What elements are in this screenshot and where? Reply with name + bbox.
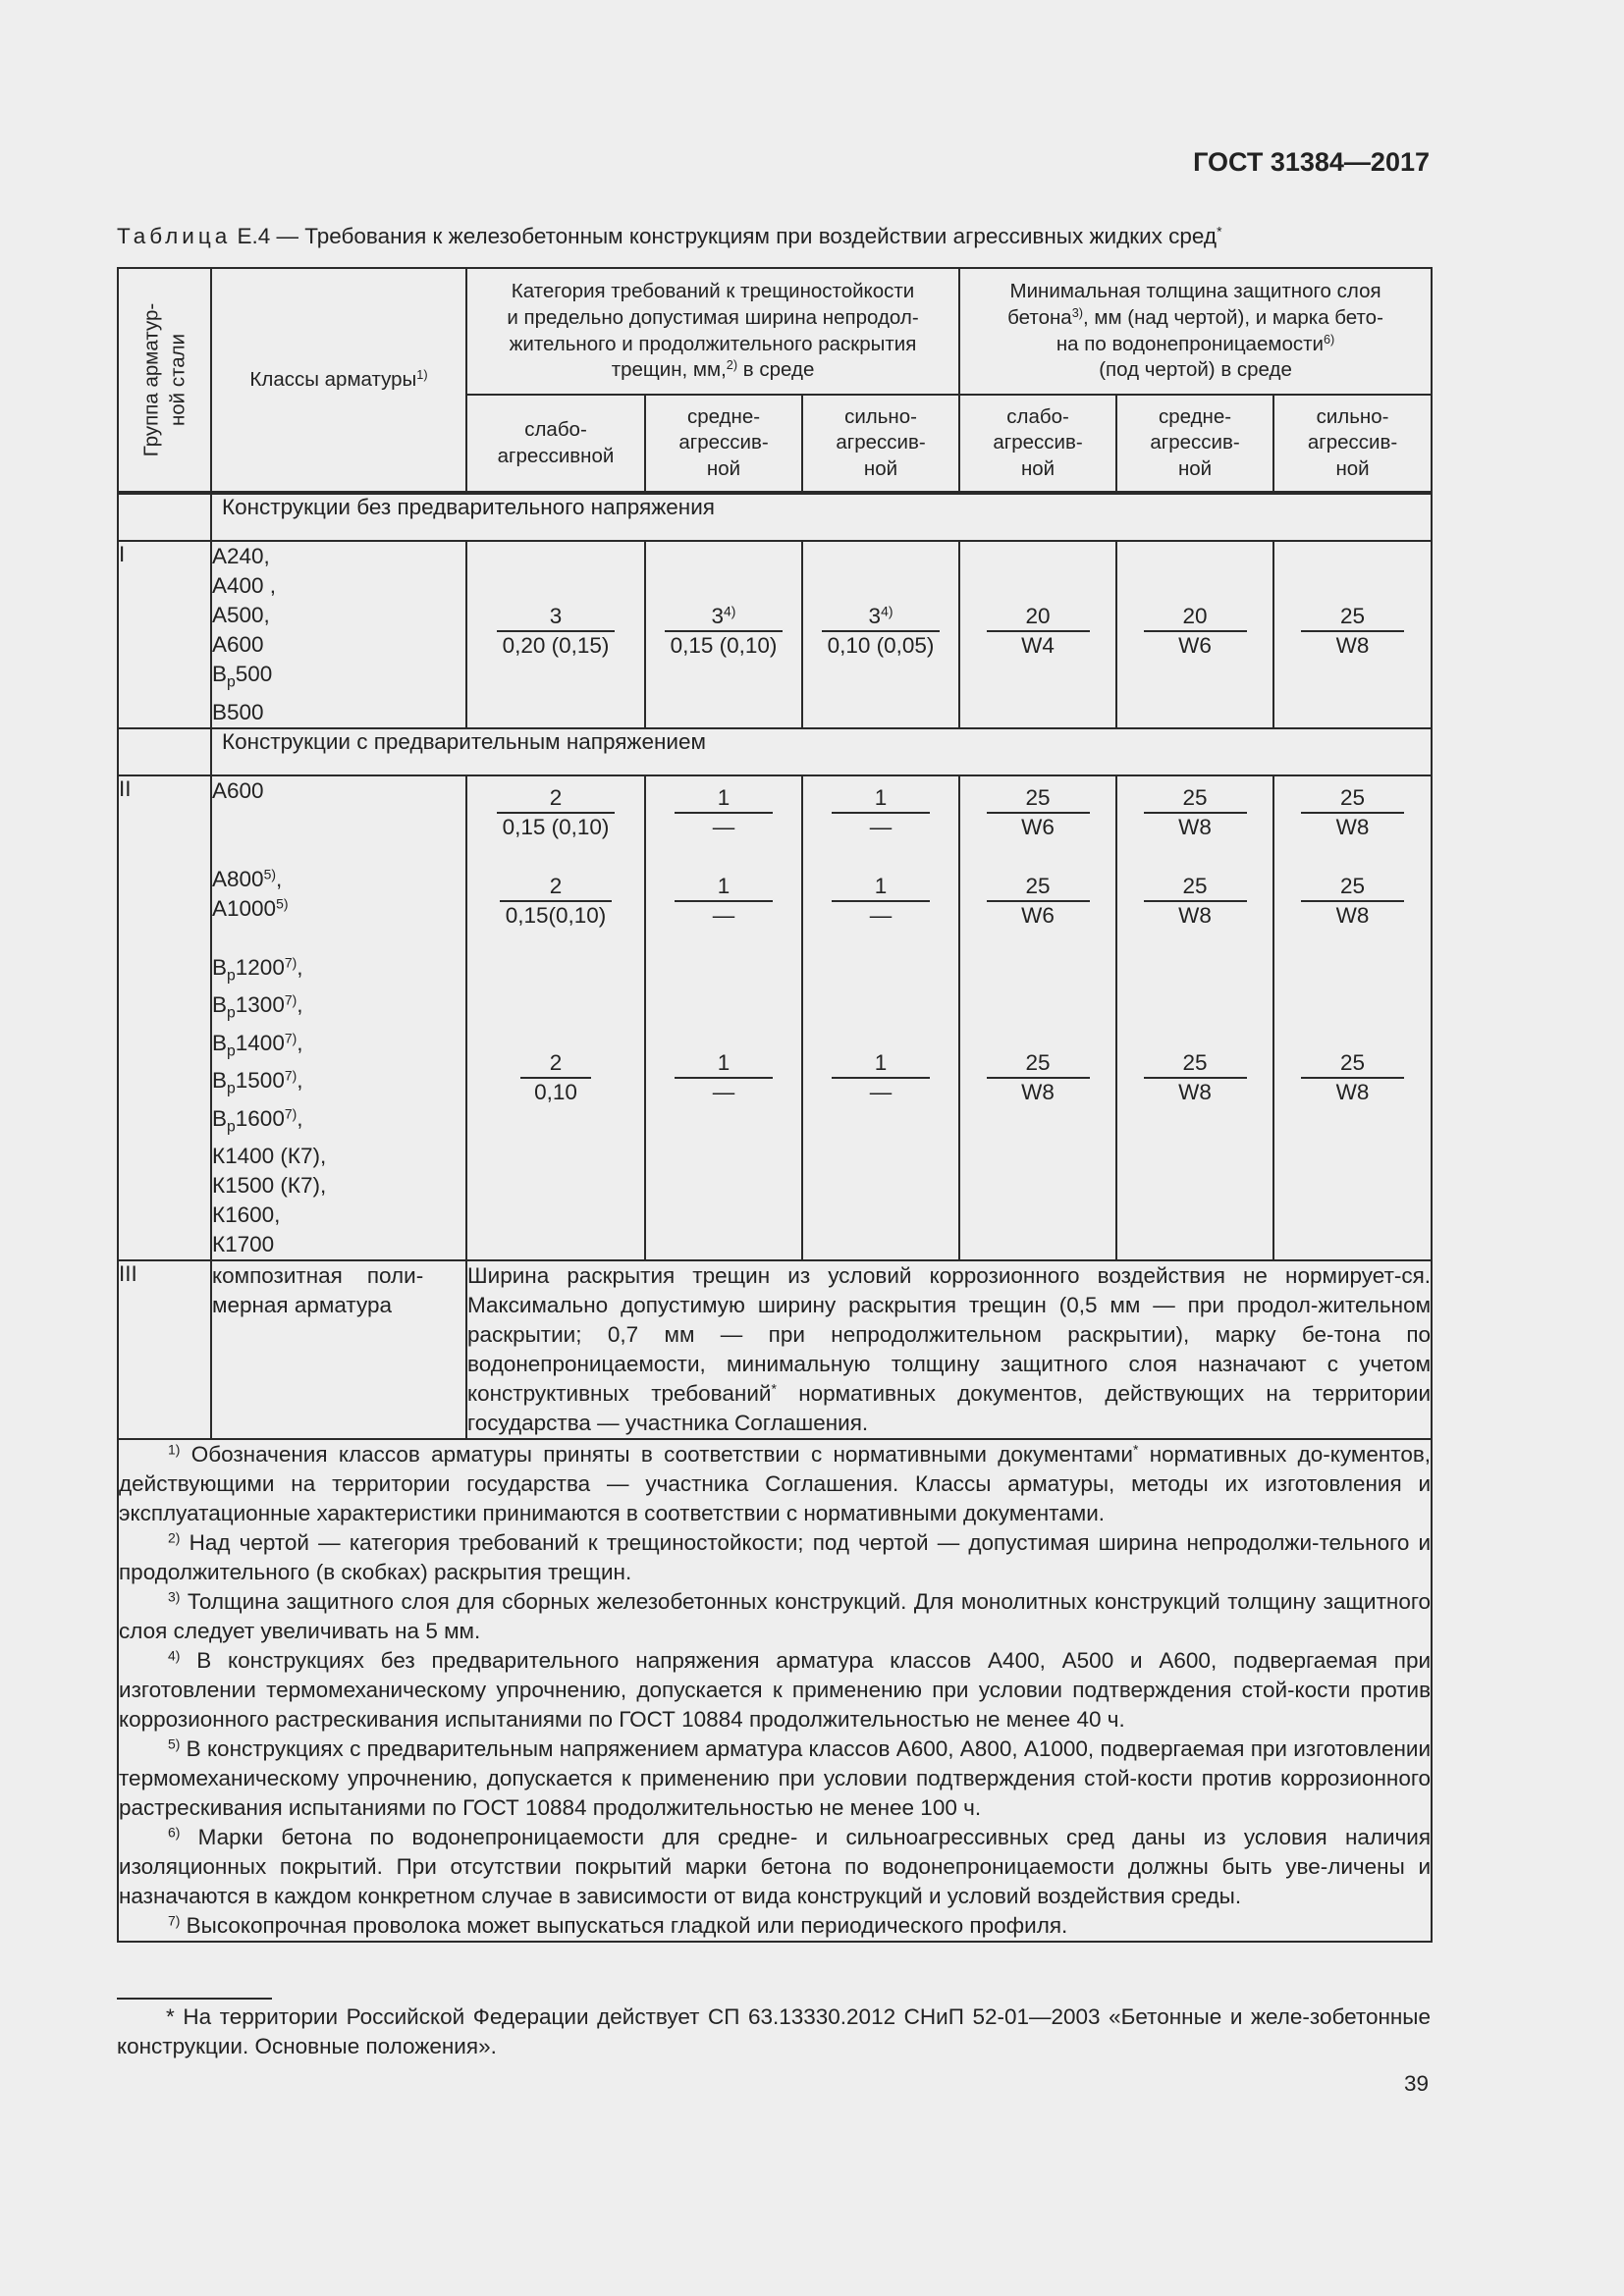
table-caption (117, 224, 1222, 249)
value-cell: $\frac{1}{—}$ $\frac{1}{—}$ $\frac{1}{—}$ (802, 775, 959, 1261)
page-number: 39 (1403, 2071, 1429, 2096)
table-row (118, 775, 1432, 1261)
classes-cell: А240, А400 , А500, А600 $В_р500$ В500 (211, 541, 466, 728)
value-cell: $\frac{25}{W8}$ $\frac{25}{W8}$ $\frac{25}{W8}$ (1116, 775, 1273, 1261)
header-group (118, 268, 211, 492)
page-footnote: * На территории Российской Федерации действует СП 63.13330.2012 СНиП 52-01—2003 «Бетонные и желе-зобетонные конструкции. Основные положения». (117, 2004, 1431, 2058)
caption-mark: * (1217, 223, 1222, 240)
header-classes (211, 268, 466, 492)
subheader-5: средне- агрессив- ной (1116, 395, 1273, 492)
subheader-4: слабо- агрессив- ной (959, 395, 1116, 492)
footnote-2: $^{2)}$ Над чертой — категория требований к трещиностойкости; под чертой — допустимая ширина непродолжи-тельного и продолжительного (в скобках) раскрытия трещин. (119, 1529, 1432, 1584)
header-crack (466, 268, 959, 395)
footnotes-row (118, 1439, 1432, 1942)
value-cell: $\frac{25}{W8}$ (1273, 541, 1432, 728)
section-title: Конструкции без предварительного напряжения (211, 494, 1432, 541)
header-crack-l1: Категория требований к трещиностойкости (511, 280, 915, 303)
footnote-4: $^{4)}$ В конструкциях без предварительного напряжения арматура классов А400, А500 и А600, подвергаемая при изготовлении термомеханическому упрочнению, допускается к применению при условии подтверждения стой-кости против коррозионного растрескивания испытаниями по ГОСТ 10884 продолжительностью не менее 40 ч. (119, 1647, 1432, 1732)
header-group-line2: ной стали (165, 333, 189, 427)
footnotes (118, 1439, 1432, 1942)
subheader-2: средне- агрессив- ной (645, 395, 802, 492)
header-crack-l4b: в среде (737, 358, 815, 382)
value-cell: $\frac{20}{W6}$ (1116, 541, 1273, 728)
composite-note: Ширина раскрытия трещин из условий коррозионного воздействия не нормирует-ся. Максимально допустимую ширину раскрытия трещин (0,5 мм — при продол-жительном раскрытии; 0,7 мм — при непродолжительном раскрытии), марку бе-тона по водонепроницаемости, минимальную толщину защитного слоя назначают с учетом конструктивных требований* нормативных документов, действующих на территории государства — участника Соглашения. (466, 1260, 1432, 1439)
value-cell: $\frac{3}{0,20 (0,15)}$ (466, 541, 645, 728)
subheader-1: слабо- агрессивной (466, 395, 645, 492)
section-row-2 (118, 728, 1432, 775)
value-cell: $\frac{1}{—}$ $\frac{1}{—}$ $\frac{1}{—}$ (645, 775, 802, 1261)
value-cell: $\frac{25}{W6}$ $\frac{25}{W6}$ $\frac{25}{W8}$ (959, 775, 1116, 1261)
footnote-1: $^{1)}$ Обозначения классов арматуры приняты в соответствии с нормативными документами* нормативных до-кументов, действующими на территории государства — участника Соглашения. Классы арматуры, методы их изготовления и эксплуатационные характеристики принимаются в соответствии с нормативными документами. (119, 1441, 1432, 1525)
footnote-divider (117, 1998, 272, 2000)
table-row (118, 541, 1432, 728)
table-row (118, 1260, 1432, 1439)
header-crack-sup: 2) (726, 357, 738, 373)
value-cell: $\frac{3^{4)}}{0,10 (0,05)}$ (802, 541, 959, 728)
document-code: ГОСТ 31384—2017 (1193, 147, 1430, 177)
caption-word: Таблица (117, 224, 232, 248)
header-cover (959, 268, 1432, 395)
header-cover-sup1: 3) (1071, 304, 1083, 320)
group-cell: I (118, 541, 211, 728)
header-crack-l4: трещин, мм, (611, 358, 727, 382)
header-crack-l2: и предельно допустимая ширина непродол- (507, 305, 919, 329)
section-row-1 (118, 494, 1432, 541)
header-cover-l1: Минимальная толщина защитного слоя (1009, 280, 1381, 303)
header-classes-text: Классы арматуры (249, 367, 417, 391)
footnote-5: $^{5)}$ В конструкциях с предварительным напряжением арматура классов А600, А800, А1000, подвергаемая при изготовлении термомеханическому упрочнению, допускается к применению при условии подтверждения стой-кости против коррозионного растрескивания испытаниями по ГОСТ 10884 продолжительностью не менее 100 ч. (119, 1735, 1432, 1820)
header-cover-l2b: , мм (над чертой), и марка бето- (1082, 305, 1383, 329)
header-group-line1: Группа арматур- (138, 302, 162, 457)
classes-cell: А600 А800$^{5)}$, А1000$^{5)}$ $В_р1200^{7)}$, $В_р1300^{7)}$, $В_р1400^{7)}$, $В_р1500^{7)}$, $В_р1600^{7)}$, К1400 (К7), К1500 (К7), К1600, К1700 (211, 775, 466, 1261)
value-cell: $\frac{20}{W4}$ (959, 541, 1116, 728)
header-crack-l3: жительного и продолжительного раскрытия (509, 332, 917, 355)
group-cell: III (118, 1260, 211, 1439)
group-cell: II (118, 775, 211, 1261)
section-title: Конструкции с предварительным напряжением (211, 728, 1432, 775)
requirements-table (117, 267, 1433, 1943)
value-cell: $\frac{25}{W8}$ $\frac{25}{W8}$ $\frac{25}{W8}$ (1273, 775, 1432, 1261)
footnote-3: $^{3)}$ Толщина защитного слоя для сборных железобетонных конструкций. Для монолитных конструкций толщину защитного слоя следует увеличивать на 5 мм. (119, 1588, 1432, 1643)
header-cover-l4: (под чертой) в среде (1099, 358, 1292, 382)
header-classes-sup: 1) (416, 366, 428, 382)
caption-text: Е.4 — Требования к железобетонным конструкциям при воздействии агрессивных жидких сред (231, 224, 1218, 248)
subheader-3: сильно- агрессив- ной (802, 395, 959, 492)
subheader-6: сильно- агрессив- ной (1273, 395, 1432, 492)
footnote-6: $^{6)}$ Марки бетона по водонепроницаемости для средне- и сильноагрессивных сред даны из условия наличия изоляционных покрытий. При отсутствии покрытий марки бетона по водонепроницаемости должны быть уве-личены и назначаются в каждом конкретном случае в зависимости от вида конструкций и условий воздействия среды. (119, 1824, 1432, 1908)
header-cover-l3: на по водонепроницаемости (1056, 332, 1324, 355)
header-cover-sup2: 6) (1323, 331, 1335, 347)
header-cover-l2: бетона (1007, 305, 1072, 329)
value-cell: $\frac{3^{4)}}{0,15 (0,10)}$ (645, 541, 802, 728)
classes-cell: композитная поли- мерная арматура (211, 1260, 466, 1439)
footnote-7: $^{7)}$ Высокопрочная проволока может выпускаться гладкой или периодического профиля. (168, 1912, 1068, 1938)
value-cell: $\frac{2}{0,15 (0,10)}$ $\frac{2}{0,15(0,10)}$ $\frac{2}{0,10}$ (466, 775, 645, 1261)
